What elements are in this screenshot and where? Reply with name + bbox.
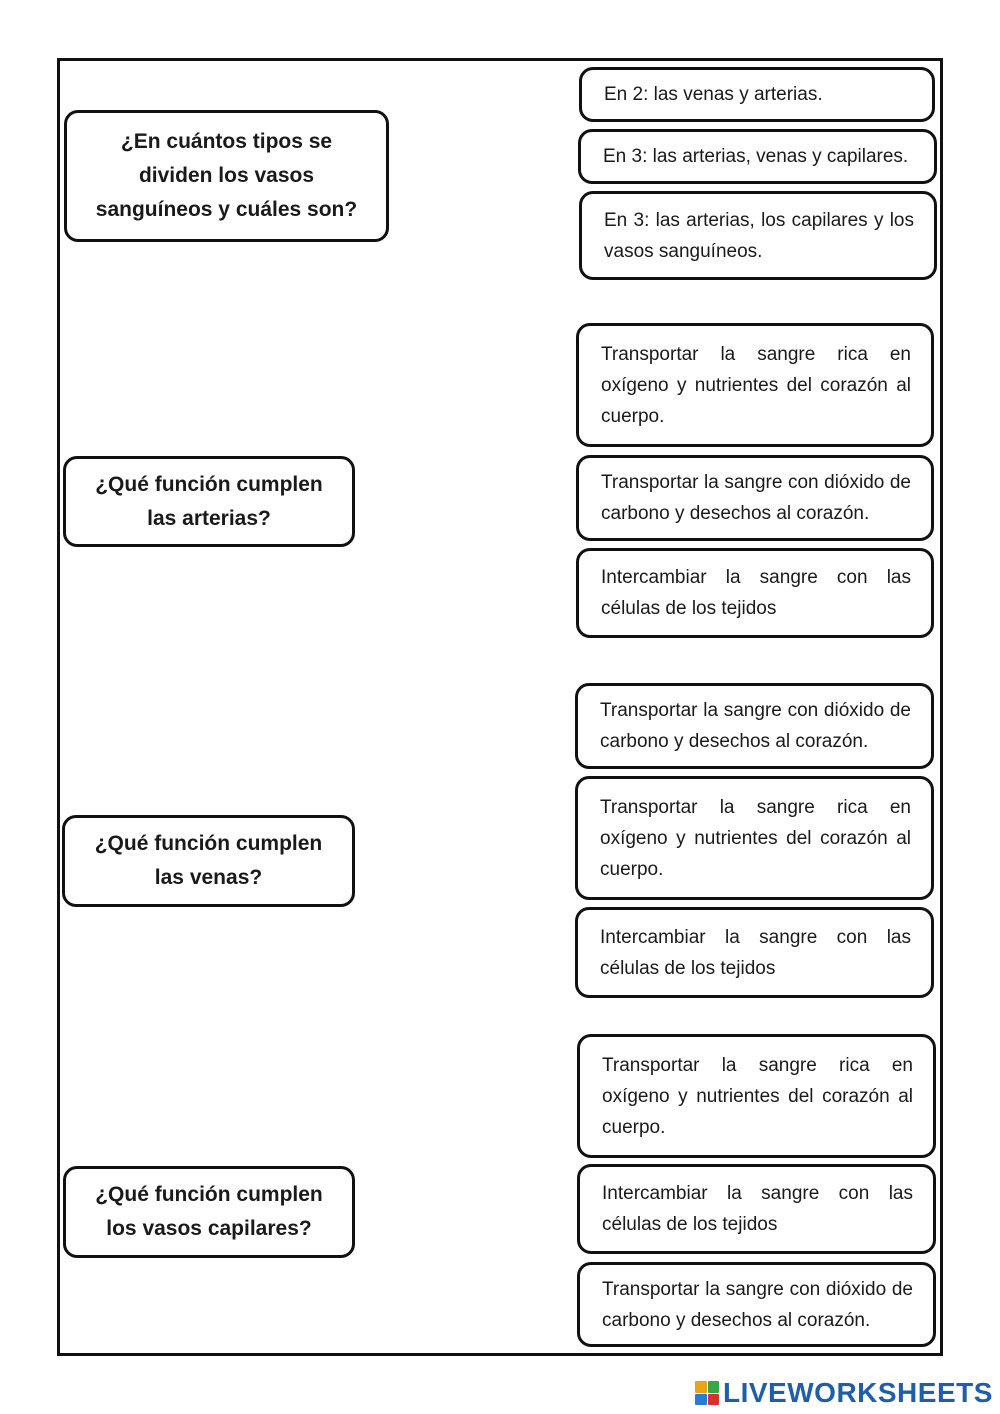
q1-option-1-text: En 2: las venas y arterias.	[604, 84, 823, 105]
q3-option-1[interactable]	[575, 683, 934, 769]
q2-option-3[interactable]	[576, 548, 934, 638]
question-2-text: ¿Qué función cumplen las arterias?	[95, 472, 323, 530]
brand-name: LIVEWORKSHEETS	[723, 1377, 993, 1408]
q3-option-2-text: Transportar la sangre rica en oxígeno y nutrientes del corazón al cuerpo.	[600, 796, 911, 880]
q4-option-2[interactable]	[577, 1164, 936, 1254]
q3-option-3-text: Intercambiar la sangre con las células de los tejidos	[600, 926, 911, 979]
q1-option-2-text: En 3: las arterias, venas y capilares.	[603, 146, 909, 167]
question-4-text: ¿Qué función cumplen los vasos capilares?	[95, 1183, 323, 1240]
question-2-box	[63, 456, 355, 547]
q4-option-3[interactable]	[577, 1262, 936, 1347]
q4-option-3-text: Transportar la sangre con dióxido de carbono y desechos al corazón.	[602, 1278, 913, 1331]
q2-option-3-text: Intercambiar la sangre con las células de los tejidos	[601, 567, 911, 619]
q3-option-2[interactable]	[575, 776, 934, 900]
q2-option-2[interactable]	[576, 455, 934, 541]
q1-option-3[interactable]	[579, 191, 937, 280]
question-3-box	[62, 815, 355, 907]
q1-option-2[interactable]	[578, 129, 937, 184]
question-4-box	[63, 1166, 355, 1258]
q2-option-1[interactable]	[576, 323, 934, 447]
q3-option-3[interactable]	[575, 907, 934, 998]
question-1-box	[64, 110, 389, 242]
logo-tile	[708, 1381, 720, 1393]
logo-tile	[695, 1381, 707, 1393]
q4-option-2-text: Intercambiar la sangre con las células de los tejidos	[602, 1183, 913, 1235]
q2-option-2-text: Transportar la sangre con dióxido de carbono y desechos al corazón.	[601, 472, 911, 524]
q4-option-1[interactable]	[577, 1034, 936, 1158]
q1-option-1[interactable]	[579, 67, 935, 122]
q1-option-3-text: En 3: las arterias, los capilares y los vasos sanguíneos.	[604, 209, 914, 262]
q4-option-1-text: Transportar la sangre rica en oxígeno y nutrientes del corazón al cuerpo.	[602, 1054, 913, 1138]
logo-tile	[708, 1394, 720, 1406]
liveworksheets-logo-icon	[695, 1381, 719, 1405]
question-3-text: ¿Qué función cumplen las venas?	[94, 832, 323, 889]
liveworksheets-logo	[695, 1378, 993, 1408]
q2-option-1-text: Transportar la sangre rica en oxígeno y nutrientes del corazón al cuerpo.	[601, 343, 911, 427]
question-1-text: ¿En cuántos tipos se dividen los vasos sanguíneos y cuáles son?	[95, 130, 358, 221]
logo-tile	[695, 1394, 707, 1406]
q3-option-1-text: Transportar la sangre con dióxido de carbono y desechos al corazón.	[600, 700, 911, 752]
